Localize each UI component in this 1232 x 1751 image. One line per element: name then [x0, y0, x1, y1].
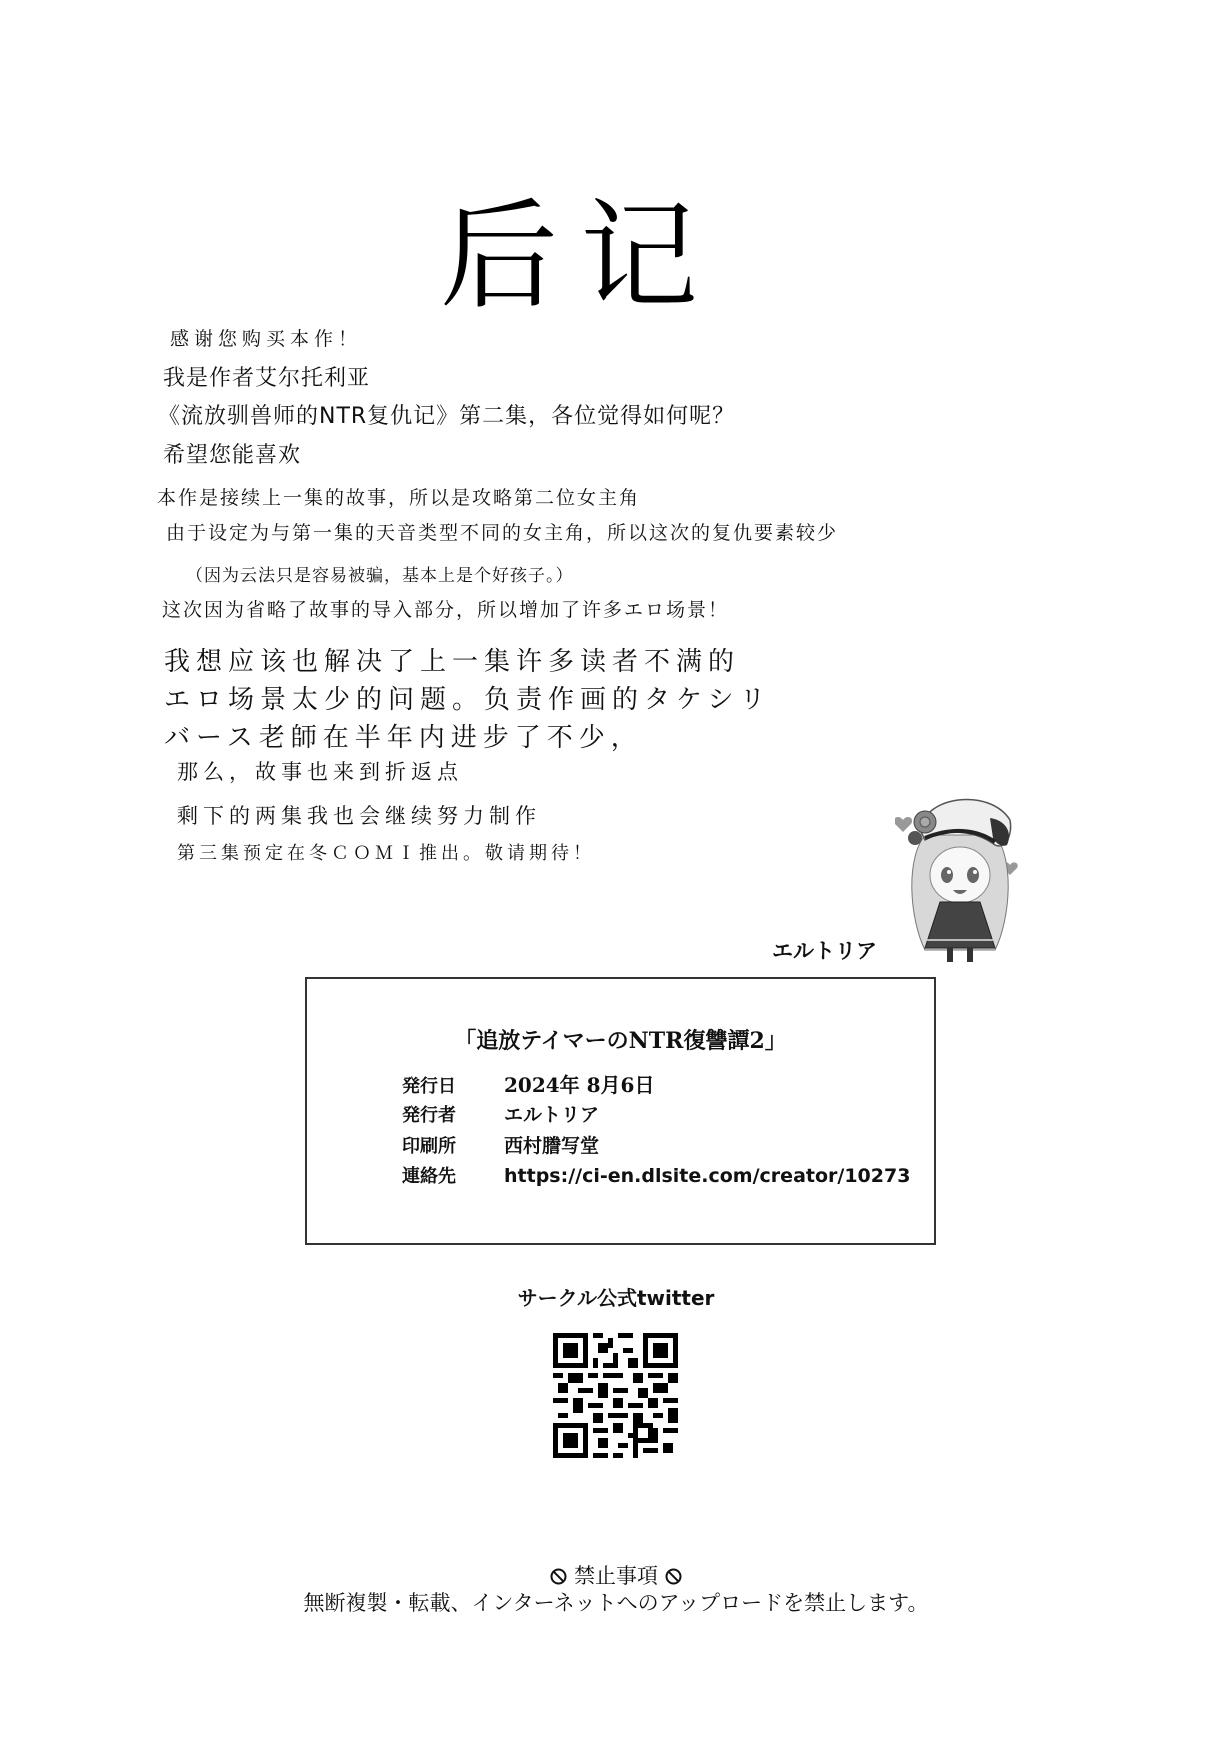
prohibition-heading — [0, 1560, 1232, 1590]
prohibition-title: 禁止事項 — [574, 1564, 658, 1588]
afterword-line: 这次因为省略了故事的导入部分，所以增加了许多エロ场景！ — [162, 599, 730, 621]
afterword-line: 本作是接续上一集的故事，所以是攻略第二位女主角 — [157, 487, 641, 509]
info-value: 2024年 8月6日 — [504, 1073, 655, 1097]
info-value: 西村謄写堂 — [504, 1135, 600, 1157]
contact-link[interactable]: https://ci-en.dlsite.com/creator/10273 — [504, 1165, 911, 1187]
info-label: 発行日 — [402, 1076, 456, 1097]
afterword-line: 剩下的两集我也会继续努力制作 — [177, 804, 541, 828]
colophon-row-publisher — [402, 1100, 599, 1127]
afterword-line: 《流放驯兽师的NTR复仇记》第二集，各位觉得如何呢？ — [158, 404, 736, 429]
afterword-line: 希望您能喜欢 — [163, 443, 302, 468]
afterword-line: 第三集预定在冬ＣＯＭＩ推出。敬请期待！ — [177, 843, 595, 864]
colophon-title: 「追放テイマーのNTR復讐譚2」 — [454, 1028, 787, 1054]
character-illustration — [895, 790, 1025, 965]
colophon-row-publish-date — [402, 1069, 654, 1098]
afterword-line: 感谢您购买本作！ — [170, 328, 363, 350]
info-label: 発行者 — [402, 1105, 456, 1126]
colophon-row-contact — [402, 1162, 910, 1188]
prohibited-icon — [550, 1566, 567, 1583]
afterword-line: 我是作者艾尔托利亚 — [163, 366, 371, 391]
twitter-label: サークル公式twitter — [517, 1286, 715, 1310]
afterword-line: エロ场景太少的问题。负责作画的タケシリ — [164, 685, 772, 715]
colophon-row-printer — [402, 1131, 599, 1158]
colophon-box — [305, 977, 936, 1245]
qr-code-icon[interactable] — [553, 1333, 678, 1458]
afterword-line: （因为云法只是容易被骗，基本上是个好孩子。） — [186, 566, 574, 586]
afterword-line: バース老師在半年内进步了不少， — [164, 723, 643, 753]
afterword-line: 由于设定为与第一集的天音类型不同的女主角，所以这次的复仇要素较少 — [166, 522, 839, 544]
info-value: エルトリア — [504, 1104, 600, 1126]
author-signature: エルトリア — [772, 938, 877, 963]
afterword-line: 我想应该也解决了上一集许多读者不满的 — [164, 647, 741, 677]
prohibited-icon — [665, 1566, 682, 1583]
afterword-line: 那么，故事也来到折返点 — [177, 760, 463, 784]
info-label: 印刷所 — [402, 1136, 456, 1157]
prohibition-text: 無断複製・転載、インターネットへのアップロードを禁止します。 — [303, 1591, 929, 1615]
page-title: 后记 — [440, 187, 721, 326]
info-label: 連絡先 — [402, 1166, 456, 1187]
